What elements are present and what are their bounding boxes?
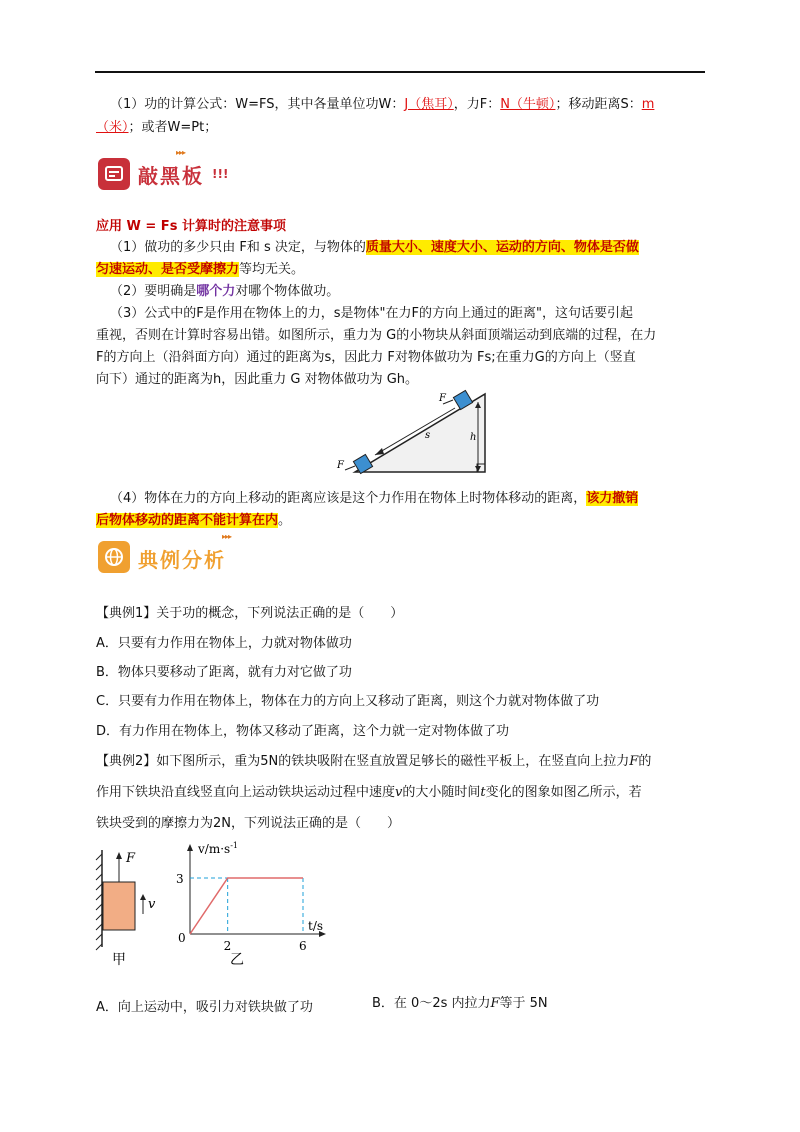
- answer-b: B．在 0～2s 内拉力F等于 5N: [372, 996, 548, 1011]
- x-tick-6: 6: [299, 939, 307, 953]
- banner2-arrows: ▸▸▸: [222, 532, 232, 541]
- notes-title: 应用 W = Fs 计算时的注意事项: [96, 219, 286, 234]
- label-h: h: [470, 432, 477, 443]
- note-3-line-2: 重视，否则在计算时容易出错。如图所示，重力为 G的小物块从斜面顶端运动到底端的过程，在力: [96, 328, 657, 343]
- note-4-line-2: 后物体移动的距离不能计算在内。: [96, 513, 292, 528]
- example2-line-2: 作用下铁块沿直线竖直向上运动铁块运动过程中速度v的大小随时间t变化的图象如图乙所示，若: [96, 785, 642, 800]
- example1-option-c: C．只要有力作用在物体上，物体在力的方向上又移动了距离，则这个力就对物体做了功: [96, 694, 600, 709]
- note-2: （2）要明确是哪个力对哪个物体做功。: [110, 284, 340, 299]
- banner1-arrows: ▸▸▸: [176, 148, 186, 157]
- y-axis-label: $v/m\cdot s^{-1}$: [198, 841, 238, 856]
- example1-option-a: A．只要有力作用在物体上，力就对物体做功: [96, 636, 352, 651]
- banner1-suffix: !!!: [212, 167, 229, 181]
- y-tick-3: 3: [176, 872, 184, 886]
- banner2-title: 典例分析: [138, 548, 226, 572]
- iron-block: [103, 882, 135, 930]
- label-F: F: [126, 851, 136, 866]
- caption-jia: 甲: [112, 952, 126, 968]
- note-4-line-1: （4）物体在力的方向上移动的距离应该是这个力作用在物体上时物体移动的距离，该力撤销: [110, 491, 639, 506]
- note-1-line-1: （1）做功的多少只由 F和 s 决定，与物体的质量大小、速度大小、运动的方向、物体是否做: [110, 240, 639, 255]
- F-arrow-bottom: [345, 466, 355, 470]
- label-v: v: [148, 897, 156, 912]
- figure-jia: [92, 842, 172, 972]
- label-F-bottom: F: [337, 460, 344, 471]
- velocity-time-chart: [172, 838, 342, 972]
- x-axis-label: t/s: [308, 919, 324, 933]
- label-s: s: [425, 430, 431, 441]
- label-F-top: F: [439, 393, 446, 404]
- velocity-series-line: [190, 878, 303, 934]
- answer-a: A．向上运动中，吸引力对铁块做了功: [96, 1000, 313, 1015]
- incline-figure: [335, 384, 495, 480]
- note-1-line-2: 匀速运动、是否受摩擦力等均无关。: [96, 262, 305, 277]
- banner1-title: 敲黑板: [138, 164, 204, 188]
- header-rule: [95, 71, 705, 73]
- example2-line-3: 铁块受到的摩擦力为2N，下列说法正确的是（ ）: [96, 816, 400, 831]
- formula-line-1: （1）功的计算公式：W=FS，其中各量单位功W：J（焦耳），力F：N（牛顿）；移动距离S：m: [110, 97, 655, 112]
- example1-option-d: D．有力作用在物体上，物体又移动了距离，这个力就一定对物体做了功: [96, 724, 510, 739]
- example1-option-b: B．物体只要移动了距离，就有力对它做了功: [96, 665, 352, 680]
- globe-icon: [98, 541, 130, 573]
- note-3-line-1: （3）公式中的F是作用在物体上的力，s是物体"在力F的方向上通过的距离"，这句话要引起: [110, 306, 633, 321]
- formula-line-2: （米）；或者W=Pt；: [96, 120, 218, 135]
- note-3-line-3: F的方向上（沿斜面方向）通过的距离为s，因此力 F对物体做功为 Fs;在重力G的方向上（竖直: [96, 350, 636, 365]
- origin-label: 0: [178, 931, 186, 945]
- example1-stem: 【典例1】关于功的概念，下列说法正确的是（ ）: [96, 606, 404, 621]
- note-3-line-4: 向下）通过的距离为h，因此重力 G 对物体做功为 Gh。: [96, 372, 419, 387]
- caption-yi: 乙: [230, 952, 244, 968]
- example2-line-1: 【典例2】如下图所示，重为5N的铁块吸附在竖直放置足够长的磁性平板上，在竖直向上拉力F的: [96, 754, 652, 769]
- x-tick-2: 2: [223, 939, 232, 953]
- blackboard-icon: [98, 158, 130, 190]
